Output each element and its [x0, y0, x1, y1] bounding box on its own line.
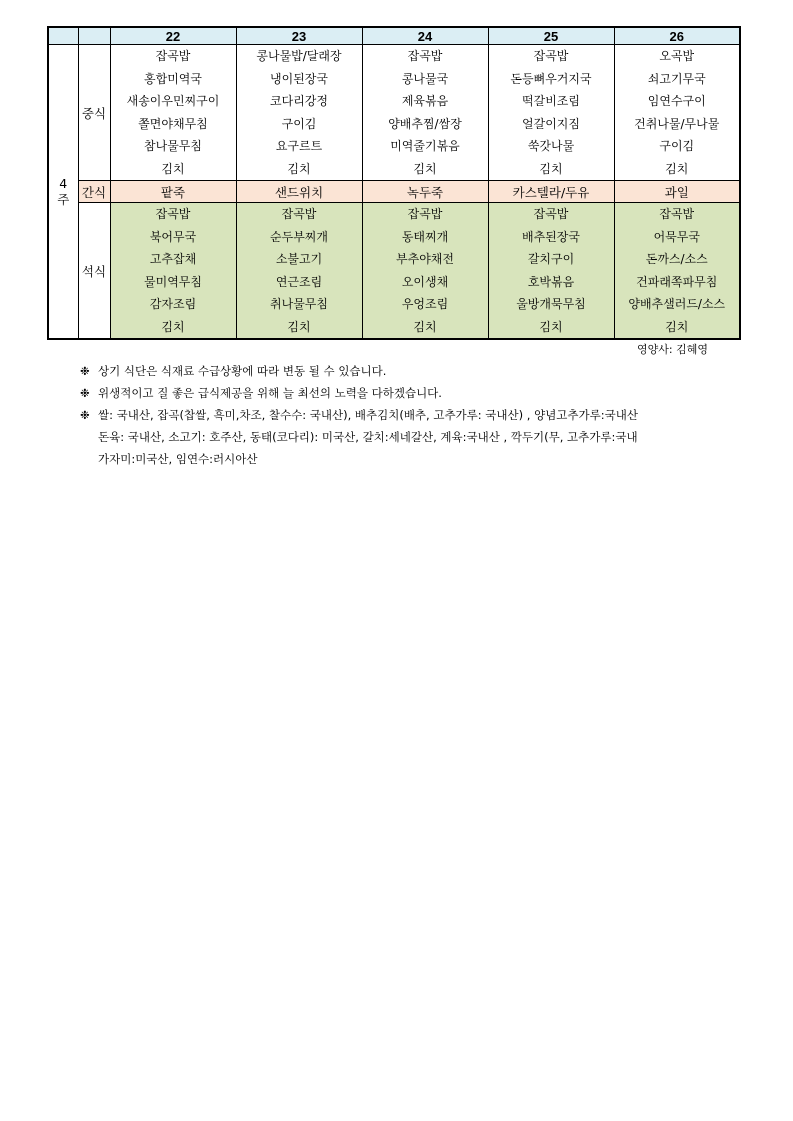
- snack-cell: 팥죽: [110, 181, 236, 203]
- dinner-item: 김치: [413, 319, 437, 334]
- menu-table: [47, 26, 741, 340]
- dinner-item: 김치: [287, 319, 311, 334]
- lunch-item: 양배추찜/쌈장: [388, 116, 462, 131]
- lunch-item: 돈등뼈우거지국: [510, 71, 592, 86]
- lunch-item: 오곡밥: [659, 49, 695, 63]
- dinner-item: 잡곡밥: [281, 207, 317, 221]
- dinner-cell: [236, 203, 362, 340]
- dinner-item: 김치: [539, 319, 563, 334]
- day-header: 25: [488, 27, 614, 45]
- note-item: [80, 360, 760, 382]
- lunch-item: 쇠고기무국: [647, 71, 706, 86]
- lunch-item: 제육볶음: [401, 94, 449, 108]
- dinner-row: [48, 203, 740, 340]
- lunch-item: 김치: [413, 161, 437, 176]
- lunch-item: 떡갈비조림: [522, 94, 580, 108]
- lunch-item: 김치: [539, 161, 563, 176]
- snack-cell: 녹두죽: [362, 181, 488, 203]
- header-row: [48, 27, 740, 45]
- lunch-item: 잡곡밥: [533, 49, 569, 63]
- dinner-item: 양배추샐러드/소스: [628, 297, 726, 311]
- lunch-cell: [236, 45, 362, 181]
- lunch-item: 쑥갓나물: [527, 139, 575, 153]
- dinner-item: 연근조림: [275, 274, 323, 289]
- lunch-cell: [488, 45, 614, 181]
- dinner-item: 고추잡채: [149, 252, 197, 266]
- lunch-item: 새송이우민찌구이: [126, 94, 220, 108]
- header-blank-category: [78, 27, 110, 45]
- nutritionist-credit: 영양사: 김혜영: [637, 343, 708, 356]
- lunch-item: 잡곡밥: [155, 49, 191, 63]
- dinner-item: 배추된장국: [522, 229, 580, 244]
- lunch-item: 임연수구이: [647, 94, 706, 108]
- lunch-cell: [614, 45, 740, 181]
- dinner-item: 잡곡밥: [407, 207, 443, 221]
- note-bullet-icon: ❉: [80, 408, 90, 422]
- dinner-item: 김치: [665, 319, 689, 334]
- lunch-item: 구이김: [281, 116, 317, 131]
- week-label: [48, 45, 78, 340]
- note-text: 상기 식단은 식재료 수급상황에 따라 변동 될 수 있습니다.: [98, 364, 387, 378]
- snack-cell: 과일: [614, 181, 740, 203]
- day-header: 22: [110, 27, 236, 45]
- dinner-item: 소불고기: [275, 252, 323, 266]
- dinner-cell: [488, 203, 614, 340]
- lunch-cell: [362, 45, 488, 181]
- dinner-cell: [362, 203, 488, 340]
- lunch-item: 건취나물/무나물: [634, 116, 720, 131]
- snack-cell: 샌드위치: [236, 181, 362, 203]
- dinner-item: 잡곡밥: [533, 207, 569, 221]
- week-label-text: 4 주: [57, 175, 70, 207]
- dinner-item: 어묵무국: [653, 229, 700, 244]
- note-text: 돈육: 국내산, 소고기: 호주산, 동태(코다리): 미국산, 갈치:세네갈산, 계육:국내산 , 깍두기(무, 고추가루:국내: [98, 430, 638, 444]
- lunch-item: 참나물무침: [144, 139, 202, 153]
- dinner-item: 우엉조림: [401, 297, 449, 311]
- dinner-cell: [110, 203, 236, 340]
- lunch-item: 냉이된장국: [270, 71, 328, 86]
- lunch-item: 미역줄기볶음: [390, 139, 460, 153]
- lunch-item: 구이김: [659, 139, 695, 153]
- lunch-label: 중식: [78, 45, 110, 181]
- lunch-item: 콩나물국: [401, 71, 449, 86]
- dinner-item: 감자조림: [149, 297, 197, 311]
- dinner-item: 돈까스/소스: [645, 252, 708, 266]
- lunch-item: 김치: [287, 161, 311, 176]
- dinner-cell: [614, 203, 740, 340]
- lunch-item: 요구르트: [275, 139, 323, 153]
- lunch-item: 콩나물밥/달래장: [256, 49, 342, 63]
- lunch-item: 쫄면야채무침: [138, 116, 208, 131]
- dinner-item: 건파래쪽파무침: [636, 274, 718, 289]
- dinner-item: 동태찌개: [401, 229, 449, 244]
- dinner-item: 오이생채: [401, 274, 449, 289]
- note-text: 쌀: 국내산, 잡곡(찹쌀, 흑미,차조, 찰수수: 국내산), 배추김치(배추, 고추가루: 국내산) , 양념고추가루:국내산: [98, 408, 638, 422]
- notes-section: [80, 360, 760, 470]
- dinner-label: 석식: [78, 203, 110, 340]
- lunch-row: [48, 45, 740, 181]
- dinner-item: 호박볶음: [527, 274, 575, 289]
- dinner-item: 물미역무침: [144, 274, 202, 289]
- dinner-item: 울방개묵무침: [516, 297, 586, 311]
- dinner-item: 부추야채전: [396, 252, 454, 266]
- day-header: 23: [236, 27, 362, 45]
- note-text: 가자미:미국산, 임연수:러시아산: [98, 452, 258, 466]
- lunch-item: 김치: [161, 161, 185, 176]
- note-bullet-icon: ❉: [80, 364, 90, 378]
- dinner-item: 북어무국: [149, 229, 197, 244]
- lunch-item: 김치: [665, 161, 689, 176]
- dinner-item: 김치: [161, 319, 185, 334]
- dinner-item: 잡곡밥: [659, 207, 695, 221]
- note-item: [80, 382, 760, 404]
- lunch-item: 홍합미역국: [144, 71, 202, 86]
- snack-cell: 카스텔라/두유: [488, 181, 614, 203]
- note-item: [80, 404, 760, 470]
- note-bullet-icon: ❉: [80, 386, 90, 400]
- snack-row: [48, 181, 740, 203]
- header-blank-week: [48, 27, 78, 45]
- note-text: 위생적이고 질 좋은 급식제공을 위해 늘 최선의 노력을 다하겠습니다.: [98, 386, 442, 400]
- lunch-item: 잡곡밥: [407, 49, 443, 63]
- lunch-cell: [110, 45, 236, 181]
- dinner-item: 순두부찌개: [270, 229, 328, 244]
- lunch-item: 얼갈이지짐: [522, 116, 580, 131]
- snack-label: 간식: [78, 181, 110, 203]
- day-header: 26: [614, 27, 740, 45]
- dinner-item: 취나물무침: [270, 297, 328, 311]
- dinner-item: 잡곡밥: [155, 207, 191, 221]
- lunch-item: 코다리강정: [270, 94, 328, 108]
- dinner-item: 갈치구이: [527, 252, 575, 266]
- day-header: 24: [362, 27, 488, 45]
